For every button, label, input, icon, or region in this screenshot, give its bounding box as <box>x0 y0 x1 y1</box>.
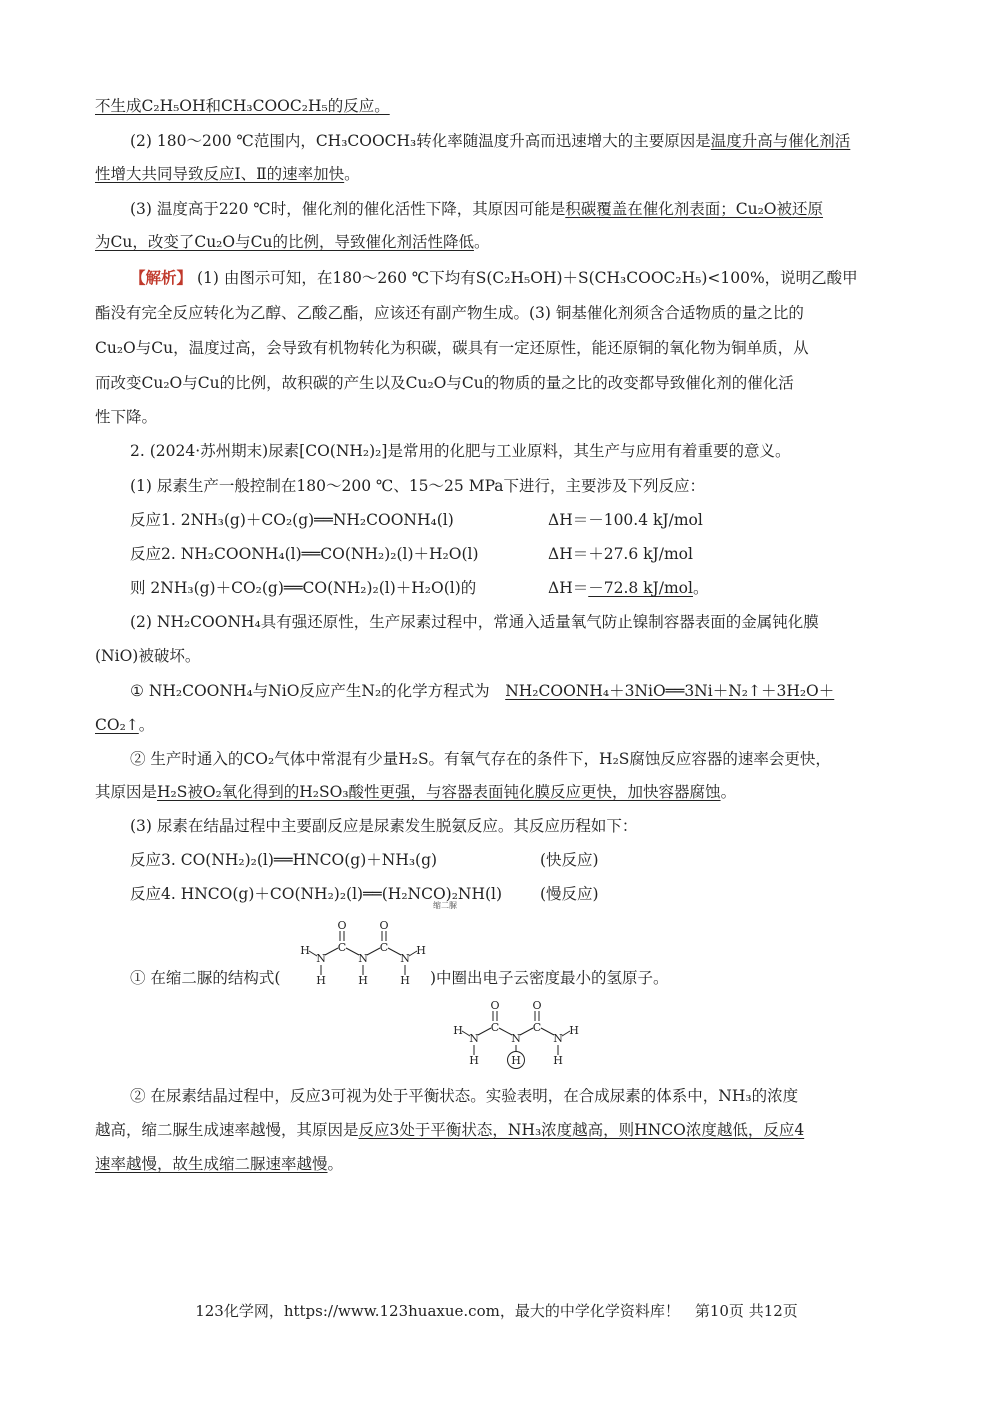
atom-c: C <box>379 941 389 954</box>
answer-underline: H₂S被O₂氧化得到的H₂SO₃酸性更强，与容器表面钝化膜反应更快，加快容器腐蚀 <box>157 783 721 801</box>
atom-c: C <box>337 941 347 954</box>
text-segment: (2) 180～200 ℃范围内，CH₃COOCH₃转化率随温度升高而迅速增大的主要原因是 <box>130 132 711 150</box>
text-line <box>95 1120 804 1140</box>
text-line: (3) 尿素在结晶过程中主要副反应是尿素发生脱氨反应。其反应历程如下： <box>130 817 638 835</box>
text-segment: 其原因是 <box>95 783 158 801</box>
text-line <box>95 1154 343 1174</box>
reaction-3: 反应3. CO(NH₂)₂(l)══HNCO(g)＋NH₃(g) <box>130 851 438 869</box>
text-line <box>130 968 280 988</box>
atom-n: N <box>400 952 410 965</box>
text-segment: 。 <box>692 579 709 597</box>
atom-n: N <box>358 952 368 965</box>
atom-h: H <box>569 1024 579 1037</box>
text-segment: 。 <box>327 1155 344 1173</box>
page-footer: 123化学网，https://www.123huaxue.com，最大的中学化学资料库！ 第10页 共12页 <box>195 1302 798 1320</box>
answer-underline: 积碳覆盖在催化剂表面；Cu₂O被还原 <box>565 200 824 218</box>
atom-c: C <box>490 1021 500 1034</box>
atom-h: H <box>316 974 326 987</box>
analysis-tag: 【解析】 <box>130 268 193 287</box>
answer-underline: CO₂↑ <box>95 716 139 734</box>
answer-underline: －72.8 kJ/mol <box>588 579 693 597</box>
text-line: (NiO)被破坏。 <box>95 647 201 665</box>
reaction-total: 则 2NH₃(g)＋CO₂(g)══CO(NH₂)₂(l)＋H₂O(l)的 <box>130 579 477 597</box>
text-segment: ① 在缩二脲的结构式( <box>130 969 281 987</box>
atom-n: N <box>553 1032 563 1045</box>
atom-o: O <box>490 999 500 1012</box>
answer-underline: 为Cu，改变了Cu₂O与Cu的比例，导致催化剂活性降低 <box>95 233 474 251</box>
text-line: 而改变Cu₂O与Cu的比例，故积碳的产生以及Cu₂O与Cu的物质的量之比的改变都导致催化剂的催化活 <box>95 374 794 392</box>
text-segment: (1) 由图示可知，在180～260 ℃下均有S(C₂H₅OH)＋S(CH₃COOC₂H₅)<100%，说明乙酸甲 <box>192 269 858 287</box>
reaction-4: 反应4. HNCO(g)＋CO(NH₂)₂(l)══(H₂NCO)₂NH(l) <box>130 885 503 903</box>
text-line <box>130 268 858 288</box>
text-segment: 。 <box>473 233 490 251</box>
atom-o: O <box>337 919 347 932</box>
atom-c: C <box>532 1021 542 1034</box>
text-segment: 。 <box>344 165 360 183</box>
atom-h: H <box>553 1054 563 1067</box>
atom-h-circled: H <box>511 1054 521 1067</box>
text-line <box>130 131 850 151</box>
atom-h: H <box>400 974 410 987</box>
answer-underline: 反应3处于平衡状态，NH₃浓度越高，则HNCO浓度越低，反应4 <box>358 1121 805 1139</box>
reaction-2-enthalpy: ΔH＝＋27.6 kJ/mol <box>548 545 693 563</box>
reaction-1: 反应1. 2NH₃(g)＋CO₂(g)══NH₂COONH₄(l) <box>130 511 454 529</box>
answer-underline: 速率越慢，故生成缩二脲速率越慢 <box>95 1155 328 1173</box>
atom-n: N <box>316 952 326 965</box>
text-line: ② 在尿素结晶过程中，反应3可视为处于平衡状态。实验表明，在合成尿素的体系中，NH₃的浓度 <box>130 1087 799 1105</box>
answer-underline: 性增大共同导致反应Ⅰ、Ⅱ的速率加快 <box>95 165 345 183</box>
question-title: 2. (2024·苏州期末)尿素[CO(NH₂)₂]是常用的化肥与工业原料，其生产与应用有着重要的意义。 <box>130 442 791 460</box>
reaction-2: 反应2. NH₂COONH₄(l)══CO(NH₂)₂(l)＋H₂O(l) <box>130 545 479 563</box>
biuret-subscript-label: 缩二脲 <box>433 901 457 910</box>
text-segment: 。 <box>138 716 155 734</box>
text-segment: ① NH₂COONH₄与NiO反应产生N₂的化学方程式为 <box>130 682 490 700</box>
text-line: ② 生产时通入的CO₂气体中常混有少量H₂S。有氧气存在的条件下，H₂S腐蚀反应容器的速率会更快， <box>130 750 831 768</box>
atom-h: H <box>358 974 368 987</box>
atom-h: H <box>469 1054 479 1067</box>
text-line <box>95 715 154 735</box>
reaction-4-note: (慢反应) <box>540 885 599 903</box>
atom-h: H <box>453 1024 463 1037</box>
reaction-total-enthalpy <box>548 578 709 598</box>
atom-n: N <box>511 1032 521 1045</box>
answer-underline: 温度升高与催化剂活 <box>710 132 851 150</box>
text-line <box>130 681 834 701</box>
text-line <box>430 968 669 988</box>
text-line <box>95 164 360 184</box>
reaction-3-note: (快反应) <box>540 851 599 869</box>
answer-underline: NH₂COONH₄＋3NiO══3Ni＋N₂↑＋3H₂O＋ <box>505 682 835 700</box>
atom-o: O <box>379 919 389 932</box>
text-segment: 。 <box>720 783 737 801</box>
atom-h: H <box>416 944 426 957</box>
atom-n: N <box>469 1032 479 1045</box>
text-line <box>95 782 736 802</box>
atom-h: H <box>300 944 310 957</box>
text-segment: ΔH＝ <box>548 579 589 597</box>
text-line <box>130 199 823 219</box>
answer-underline: 不生成C₂H₅OH和CH₃COOC₂H₅的反应。 <box>95 97 390 115</box>
biuret-structure-answer <box>450 998 584 1072</box>
text-segment: 越高，缩二脲生成速率越慢，其原因是 <box>95 1121 359 1139</box>
reaction-1-enthalpy: ΔH＝－100.4 kJ/mol <box>548 511 703 529</box>
atom-o: O <box>532 999 542 1012</box>
text-segment: )中圈出电子云密度最小的氢原子。 <box>430 969 669 987</box>
text-line <box>95 96 390 116</box>
text-line <box>95 232 489 252</box>
text-line: (1) 尿素生产一般控制在180～200 ℃、15～25 MPa下进行，主要涉及下列反应： <box>130 477 706 495</box>
text-line: Cu₂O与Cu，温度过高，会导致有机物转化为积碳，碳具有一定还原性，能还原铜的氧化物为铜单质，从 <box>95 339 809 357</box>
text-line: 性下降。 <box>95 408 158 426</box>
text-line: (2) NH₂COONH₄具有强还原性，生产尿素过程中，常通入适量氧气防止镍制容器表面的金属钝化膜 <box>130 613 819 631</box>
biuret-structure-inline <box>297 918 429 988</box>
text-segment: (3) 温度高于220 ℃时，催化剂的催化活性下降，其原因可能是 <box>130 200 566 218</box>
text-line: 酯没有完全反应转化为乙醇、乙酸乙酯，应该还有副产物生成。(3) 铜基催化剂须含合适物质的量之比的 <box>95 304 804 322</box>
